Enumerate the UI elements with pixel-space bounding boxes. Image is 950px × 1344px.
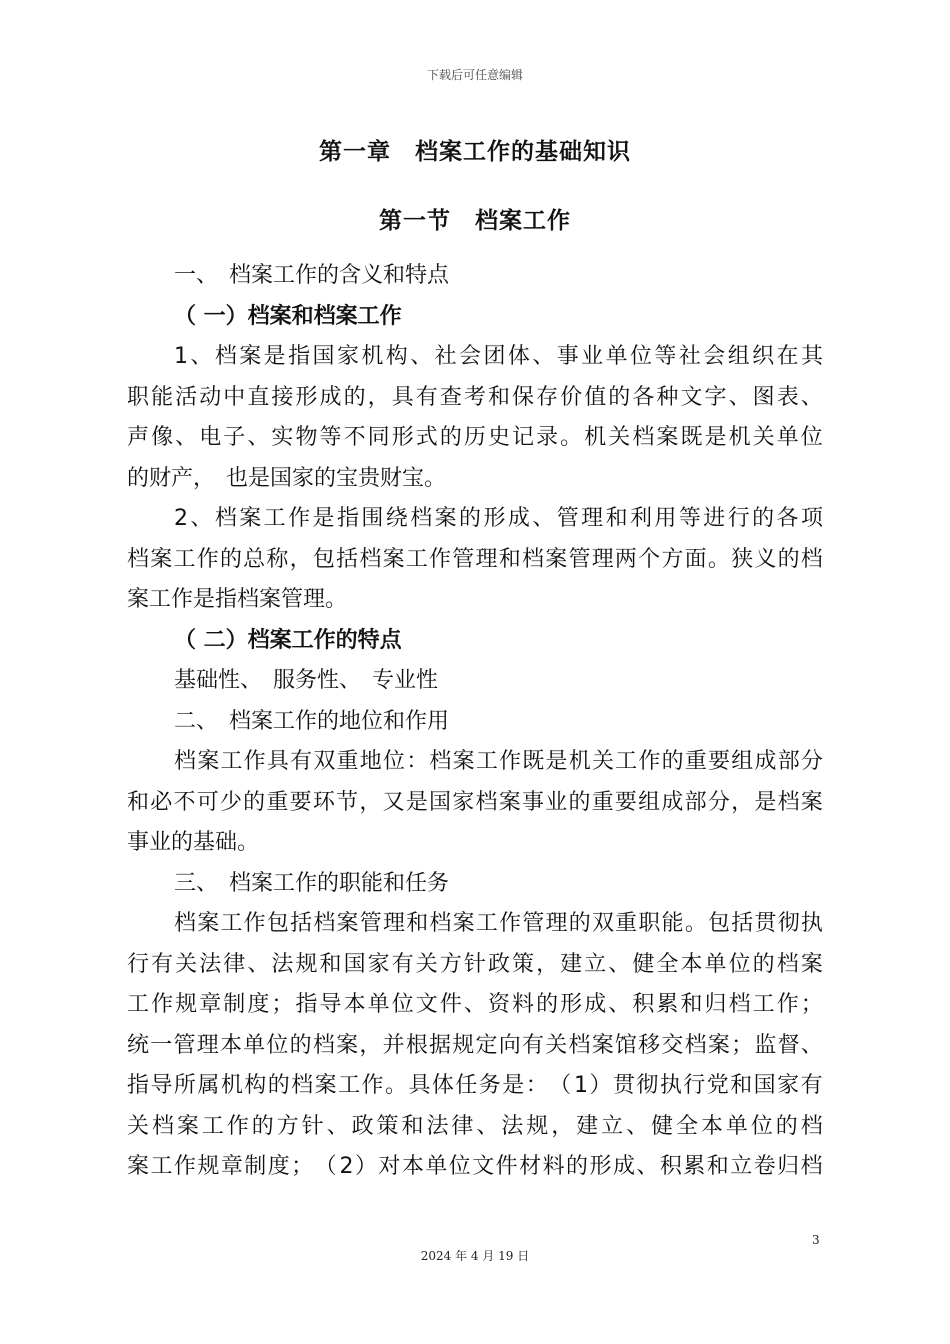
paragraph-line: 统 一 管 理 本 单 位 的 档 案 ， 并 根 据 规 定 向 有 关 档 案 馆 移 交 档 案 ； 监 督 、 (127, 1032, 823, 1058)
paragraph-line: 指 导 所 属 机 构 的 档 案 工 作 。 具 体 任 务 是 ： （ 1 ） 贯 彻 执 行 党 和 国 家 有 (127, 1073, 823, 1098)
paragraph-line: 1 、 档 案 是 指 国 家 机 构 、 社 会 团 体 、 事 业 单 位 等 社 会 组 织 在 其 (174, 344, 823, 369)
paragraph-line: 2 、 档 案 工 作 是 指 围 绕 档 案 的 形 成 、 管 理 和 利 用 等 进 行 的 各 项 (174, 506, 823, 531)
paragraph-line: 关 档 案 工 作 的 方 针 、 政 策 和 法 律 、 法 规 ， 建 立 、 健 全 本 单 位 的 档 (127, 1113, 823, 1139)
paragraph-line: 档 案 工 作 的 总 称 ， 包 括 档 案 工 作 管 理 和 档 案 管 理 两 个 方 面 。 狭 义 的 档 (127, 546, 823, 572)
paragraph-line: 案 工 作 规 章 制 度 ； （ 2 ） 对 本 单 位 文 件 材 料 的 形 成 、 积 累 和 立 卷 归 档 (127, 1154, 823, 1179)
paragraph-line: 事业的基础。 (127, 830, 260, 855)
paragraph-line: 声 像 、 电 子 、 实 物 等 不 同 形 式 的 历 史 记 录 。 机 关 档 案 既 是 机 关 单 位 (127, 425, 823, 450)
subsection-heading: （ 二）档案工作的特点 (174, 627, 402, 653)
page-header-note: 下载后可任意编辑 (426, 68, 523, 82)
paragraph-line: 的财产， 也是国家的宝贵财宝。 (127, 465, 447, 491)
footer-date: 2024 年 4 月 19 日 (420, 1249, 530, 1263)
paragraph-line: 基础性、 服务性、 专业性 (174, 668, 439, 693)
paragraph-line: 档 案 工 作 包 括 档 案 管 理 和 档 案 工 作 管 理 的 双 重 职 能 。 包 括 贯 彻 执 (174, 911, 823, 936)
paragraph-line: 档 案 工 作 具 有 双 重 地 位 ： 档 案 工 作 既 是 机 关 工 作 的 重 要 组 成 部 分 (174, 749, 823, 774)
section-title: 第一节 档案工作 (379, 208, 571, 234)
subsection-heading: （ 一）档案和档案工作 (174, 303, 402, 329)
paragraph-line: 二、 档案工作的地位和作用 (174, 708, 450, 734)
chapter-title: 第一章 档案工作的基础知识 (319, 139, 631, 165)
page-number: 3 (812, 1233, 820, 1247)
paragraph-line: 工 作 规 章 制 度 ； 指 导 本 单 位 文 件 、 资 料 的 形 成 、 积 累 和 归 档 工 作 ； (127, 992, 823, 1017)
paragraph-line: 案工作是指档案管理。 (127, 587, 348, 612)
paragraph-line: 行 有 关 法 律 、 法 规 和 国 家 有 关 方 针 政 策 ， 建 立 、 健 全 本 单 位 的 档 案 (127, 951, 823, 977)
paragraph-line: 三、 档案工作的职能和任务 (174, 870, 450, 896)
paragraph-line: 和 必 不 可 少 的 重 要 环 节 ， 又 是 国 家 档 案 事 业 的 重 要 组 成 部 分 ， 是 档 案 (127, 789, 823, 815)
paragraph-line: 职 能 活 动 中 直 接 形 成 的 ， 具 有 查 考 和 保 存 价 值 的 各 种 文 字 、 图 表 、 (127, 384, 823, 410)
paragraph-line: 一、 档案工作的含义和特点 (174, 263, 450, 288)
body-text (127, 256, 823, 1188)
